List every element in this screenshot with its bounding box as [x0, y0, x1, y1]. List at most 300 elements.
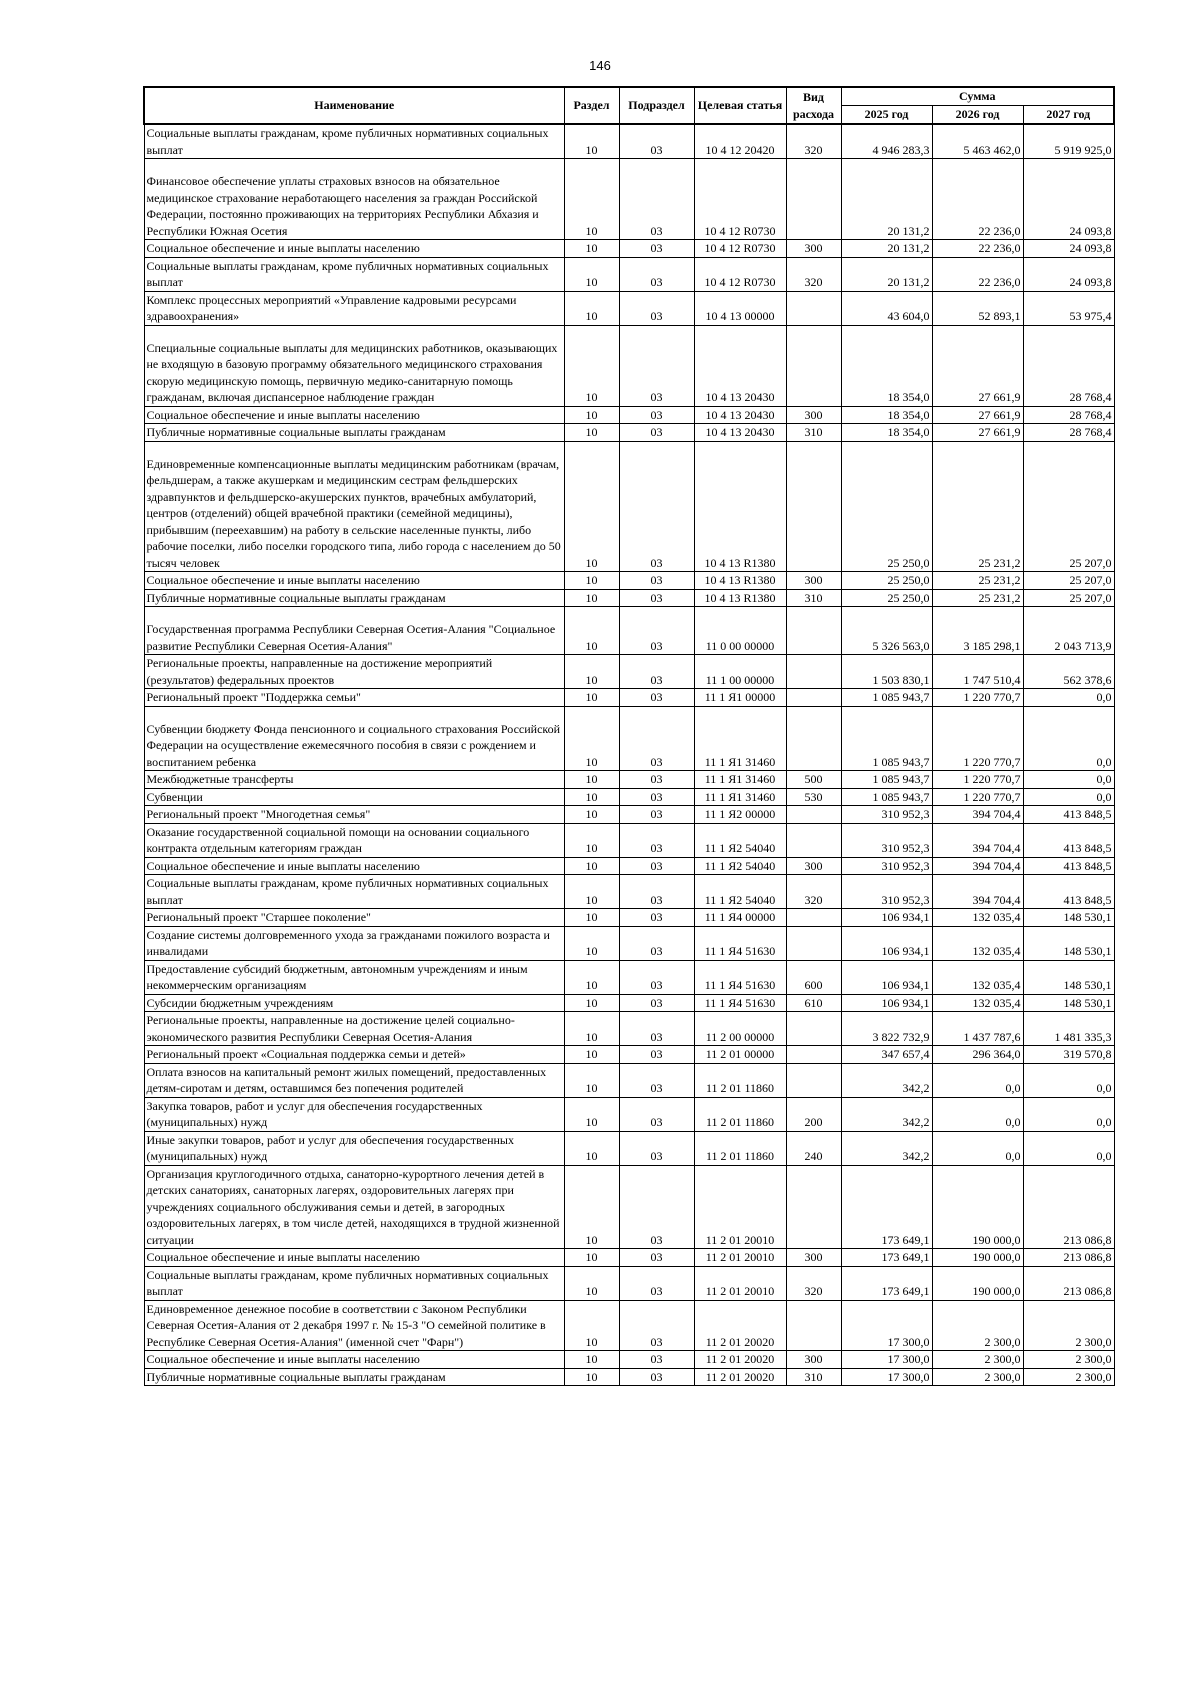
row-target-article: 11 0 00 00000	[694, 607, 786, 655]
row-sum-2026: 25 231,2	[932, 441, 1023, 572]
table-row	[144, 655, 1114, 689]
row-target-article: 10 4 13 20430	[694, 325, 786, 406]
row-sum-2026: 1 220 770,7	[932, 706, 1023, 771]
header-subsection: Подраздел	[619, 87, 694, 124]
row-section: 10	[564, 424, 619, 442]
row-subsection: 03	[619, 1097, 694, 1131]
row-sum-2025: 3 822 732,9	[841, 1012, 932, 1046]
row-expense-type: 300	[786, 572, 841, 590]
row-expense-type: 320	[786, 1266, 841, 1300]
row-name: Социальные выплаты гражданам, кроме публичных нормативных социальных выплат	[144, 1266, 564, 1300]
row-target-article: 10 4 13 R1380	[694, 589, 786, 607]
row-section: 10	[564, 1097, 619, 1131]
row-subsection: 03	[619, 875, 694, 909]
row-target-article: 11 2 01 11860	[694, 1131, 786, 1165]
row-sum-2025: 310 952,3	[841, 823, 932, 857]
row-expense-type: 200	[786, 1097, 841, 1131]
row-sum-2027: 0,0	[1023, 1063, 1114, 1097]
row-sum-2027: 25 207,0	[1023, 441, 1114, 572]
row-sum-2026: 132 035,4	[932, 926, 1023, 960]
row-name: Оказание государственной социальной помощи на основании социального контракта отдельным категориям граждан	[144, 823, 564, 857]
row-sum-2027: 148 530,1	[1023, 926, 1114, 960]
row-name: Социальные выплаты гражданам, кроме публичных нормативных социальных выплат	[144, 124, 564, 159]
row-target-article: 11 2 01 20020	[694, 1351, 786, 1369]
row-subsection: 03	[619, 1063, 694, 1097]
row-sum-2026: 1 747 510,4	[932, 655, 1023, 689]
row-sum-2026: 27 661,9	[932, 325, 1023, 406]
row-sum-2026: 296 364,0	[932, 1046, 1023, 1064]
header-expense-type: Вид расхода	[786, 87, 841, 124]
table-row	[144, 291, 1114, 325]
table-row	[144, 124, 1114, 159]
row-name: Социальное обеспечение и иные выплаты населению	[144, 572, 564, 590]
row-section: 10	[564, 960, 619, 994]
table-row	[144, 441, 1114, 572]
row-expense-type: 300	[786, 1351, 841, 1369]
row-target-article: 11 1 Я1 00000	[694, 689, 786, 707]
row-expense-type	[786, 706, 841, 771]
row-subsection: 03	[619, 926, 694, 960]
row-name: Региональный проект "Старшее поколение"	[144, 909, 564, 927]
row-sum-2027: 0,0	[1023, 1131, 1114, 1165]
row-sum-2025: 25 250,0	[841, 572, 932, 590]
row-expense-type: 300	[786, 1249, 841, 1267]
row-sum-2026: 5 463 462,0	[932, 124, 1023, 159]
row-sum-2027: 413 848,5	[1023, 806, 1114, 824]
row-sum-2026: 394 704,4	[932, 857, 1023, 875]
row-expense-type: 310	[786, 589, 841, 607]
row-subsection: 03	[619, 424, 694, 442]
row-target-article: 11 2 01 20010	[694, 1266, 786, 1300]
row-subsection: 03	[619, 1351, 694, 1369]
row-sum-2027: 2 300,0	[1023, 1368, 1114, 1386]
table-row	[144, 572, 1114, 590]
row-expense-type	[786, 1165, 841, 1249]
row-sum-2025: 1 085 943,7	[841, 771, 932, 789]
row-sum-2025: 18 354,0	[841, 424, 932, 442]
row-target-article: 11 1 Я4 00000	[694, 909, 786, 927]
table-row	[144, 1131, 1114, 1165]
row-section: 10	[564, 607, 619, 655]
row-expense-type	[786, 806, 841, 824]
table-row	[144, 1300, 1114, 1351]
row-target-article: 11 1 Я2 54040	[694, 823, 786, 857]
table-row	[144, 788, 1114, 806]
row-target-article: 11 1 Я2 54040	[694, 857, 786, 875]
table-row	[144, 159, 1114, 240]
row-target-article: 11 1 Я2 54040	[694, 875, 786, 909]
row-section: 10	[564, 655, 619, 689]
row-name: Финансовое обеспечение уплаты страховых взносов на обязательное медицинское страхование неработающего населения за граждан Российской Федерации, постоянно проживающих на территориях Республики Абхазия и Республики Южная Осетия	[144, 159, 564, 240]
row-name: Единовременное денежное пособие в соответствии с Законом Республики Северная Осетия-Алания от 2 декабря 1997 г. № 15-З "О семейной политике в Республике Северная Осетия-Алания" (именной счет "Фарн")	[144, 1300, 564, 1351]
row-sum-2027: 25 207,0	[1023, 589, 1114, 607]
row-section: 10	[564, 291, 619, 325]
row-name: Региональные проекты, направленные на достижение целей социально-экономического развития Республики Северная Осетия-Алания	[144, 1012, 564, 1046]
row-sum-2026: 27 661,9	[932, 406, 1023, 424]
row-expense-type	[786, 909, 841, 927]
table-row	[144, 823, 1114, 857]
row-subsection: 03	[619, 124, 694, 159]
row-expense-type: 300	[786, 240, 841, 258]
row-name: Региональный проект "Поддержка семьи"	[144, 689, 564, 707]
row-target-article: 11 2 01 11860	[694, 1097, 786, 1131]
row-section: 10	[564, 1300, 619, 1351]
row-sum-2026: 1 220 770,7	[932, 788, 1023, 806]
row-sum-2027: 53 975,4	[1023, 291, 1114, 325]
row-name: Создание системы долговременного ухода за гражданами пожилого возраста и инвалидами	[144, 926, 564, 960]
row-sum-2027: 28 768,4	[1023, 325, 1114, 406]
row-sum-2025: 20 131,2	[841, 257, 932, 291]
row-sum-2025: 347 657,4	[841, 1046, 932, 1064]
row-sum-2027: 213 086,8	[1023, 1249, 1114, 1267]
row-sum-2025: 1 085 943,7	[841, 689, 932, 707]
row-section: 10	[564, 1131, 619, 1165]
row-expense-type: 600	[786, 960, 841, 994]
row-target-article: 10 4 13 20430	[694, 406, 786, 424]
row-section: 10	[564, 926, 619, 960]
row-sum-2027: 24 093,8	[1023, 240, 1114, 258]
row-sum-2026: 190 000,0	[932, 1165, 1023, 1249]
row-name: Единовременные компенсационные выплаты медицинским работникам (врачам, фельдшерам, а также акушеркам и медицинским сестрам фельдшерских здравпунктов и фельдшерско-акушерских пунктов, врачебных амбулаторий, центров (отделений) общей врачебной практики (семейной медицины), прибывшим (переехавшим) на работу в сельские населенные пункты, либо рабочие поселки, либо поселки городского типа, либо города с населением до 50 тысяч человек	[144, 441, 564, 572]
row-subsection: 03	[619, 607, 694, 655]
row-expense-type: 500	[786, 771, 841, 789]
row-sum-2027: 0,0	[1023, 1097, 1114, 1131]
row-name: Субвенции бюджету Фонда пенсионного и социального страхования Российской Федерации на осуществление ежемесячного пособия в связи с рождением и воспитанием ребенка	[144, 706, 564, 771]
row-expense-type: 300	[786, 406, 841, 424]
row-expense-type	[786, 1300, 841, 1351]
row-sum-2025: 106 934,1	[841, 926, 932, 960]
row-sum-2026: 132 035,4	[932, 960, 1023, 994]
row-sum-2025: 342,2	[841, 1063, 932, 1097]
row-sum-2026: 0,0	[932, 1131, 1023, 1165]
row-sum-2026: 1 220 770,7	[932, 771, 1023, 789]
row-sum-2025: 106 934,1	[841, 994, 932, 1012]
row-name: Региональный проект «Социальная поддержка семьи и детей»	[144, 1046, 564, 1064]
row-target-article: 11 2 01 20020	[694, 1368, 786, 1386]
row-section: 10	[564, 875, 619, 909]
row-expense-type	[786, 655, 841, 689]
row-section: 10	[564, 124, 619, 159]
row-expense-type	[786, 1012, 841, 1046]
row-sum-2027: 0,0	[1023, 689, 1114, 707]
row-section: 10	[564, 1046, 619, 1064]
row-sum-2025: 5 326 563,0	[841, 607, 932, 655]
row-section: 10	[564, 159, 619, 240]
row-subsection: 03	[619, 655, 694, 689]
row-section: 10	[564, 689, 619, 707]
row-target-article: 11 1 00 00000	[694, 655, 786, 689]
row-subsection: 03	[619, 788, 694, 806]
row-target-article: 10 4 12 R0730	[694, 240, 786, 258]
row-subsection: 03	[619, 1131, 694, 1165]
row-sum-2025: 342,2	[841, 1097, 932, 1131]
row-target-article: 11 1 Я4 51630	[694, 960, 786, 994]
row-name: Субсидии бюджетным учреждениям	[144, 994, 564, 1012]
row-name: Региональный проект "Многодетная семья"	[144, 806, 564, 824]
row-section: 10	[564, 994, 619, 1012]
header-2026: 2026 год	[932, 106, 1023, 125]
row-subsection: 03	[619, 589, 694, 607]
row-sum-2027: 28 768,4	[1023, 406, 1114, 424]
table-row	[144, 1063, 1114, 1097]
row-sum-2025: 18 354,0	[841, 325, 932, 406]
row-sum-2025: 17 300,0	[841, 1351, 932, 1369]
row-name: Закупка товаров, работ и услуг для обеспечения государственных (муниципальных) нужд	[144, 1097, 564, 1131]
row-sum-2026: 190 000,0	[932, 1249, 1023, 1267]
row-name: Социальные выплаты гражданам, кроме публичных нормативных социальных выплат	[144, 257, 564, 291]
row-section: 10	[564, 1351, 619, 1369]
table-row	[144, 607, 1114, 655]
row-name: Иные закупки товаров, работ и услуг для обеспечения государственных (муниципальных) нужд	[144, 1131, 564, 1165]
row-name: Социальные выплаты гражданам, кроме публичных нормативных социальных выплат	[144, 875, 564, 909]
row-sum-2025: 1 085 943,7	[841, 788, 932, 806]
row-sum-2025: 173 649,1	[841, 1249, 932, 1267]
row-sum-2027: 213 086,8	[1023, 1165, 1114, 1249]
table-row	[144, 240, 1114, 258]
table-header	[144, 87, 1114, 124]
row-subsection: 03	[619, 857, 694, 875]
row-sum-2026: 22 236,0	[932, 257, 1023, 291]
row-sum-2026: 132 035,4	[932, 909, 1023, 927]
row-name: Оплата взносов на капитальный ремонт жилых помещений, предоставленных детям-сиротам и детям, оставшимся без попечения родителей	[144, 1063, 564, 1097]
row-name: Организация круглогодичного отдыха, санаторно-курортного лечения детей в детских санаториях, санаторных лагерях, оздоровительных лагерях при учреждениях социального обслуживания семьи и детей, в загородных оздоровительных лагерях, в том числе детей, находящихся в трудной жизненной ситуации	[144, 1165, 564, 1249]
row-expense-type: 300	[786, 857, 841, 875]
row-sum-2027: 0,0	[1023, 706, 1114, 771]
row-sum-2027: 2 300,0	[1023, 1300, 1114, 1351]
row-sum-2026: 132 035,4	[932, 994, 1023, 1012]
row-sum-2027: 148 530,1	[1023, 909, 1114, 927]
row-sum-2026: 27 661,9	[932, 424, 1023, 442]
header-section: Раздел	[564, 87, 619, 124]
header-2027: 2027 год	[1023, 106, 1114, 125]
row-section: 10	[564, 240, 619, 258]
row-expense-type: 610	[786, 994, 841, 1012]
row-name: Региональные проекты, направленные на достижение мероприятий (результатов) федеральных проектов	[144, 655, 564, 689]
row-subsection: 03	[619, 1165, 694, 1249]
row-sum-2027: 413 848,5	[1023, 875, 1114, 909]
table-row	[144, 689, 1114, 707]
row-name: Межбюджетные трансферты	[144, 771, 564, 789]
row-section: 10	[564, 572, 619, 590]
table-row	[144, 424, 1114, 442]
row-sum-2026: 1 220 770,7	[932, 689, 1023, 707]
row-sum-2025: 25 250,0	[841, 589, 932, 607]
row-sum-2025: 17 300,0	[841, 1300, 932, 1351]
row-target-article: 11 1 Я1 31460	[694, 706, 786, 771]
table-row	[144, 1046, 1114, 1064]
row-name: Социальное обеспечение и иные выплаты населению	[144, 406, 564, 424]
row-subsection: 03	[619, 257, 694, 291]
row-sum-2026: 2 300,0	[932, 1368, 1023, 1386]
table-row	[144, 589, 1114, 607]
row-subsection: 03	[619, 706, 694, 771]
row-expense-type	[786, 1063, 841, 1097]
row-name: Предоставление субсидий бюджетным, автономным учреждениям и иным некоммерческим организациям	[144, 960, 564, 994]
row-section: 10	[564, 823, 619, 857]
table-row	[144, 960, 1114, 994]
table-row	[144, 257, 1114, 291]
row-expense-type: 320	[786, 257, 841, 291]
row-subsection: 03	[619, 240, 694, 258]
row-subsection: 03	[619, 960, 694, 994]
row-sum-2027: 413 848,5	[1023, 857, 1114, 875]
header-target-article: Целевая статья	[694, 87, 786, 124]
row-sum-2027: 2 300,0	[1023, 1351, 1114, 1369]
row-target-article: 11 2 01 20010	[694, 1249, 786, 1267]
row-sum-2027: 148 530,1	[1023, 960, 1114, 994]
row-expense-type: 320	[786, 124, 841, 159]
table-row	[144, 994, 1114, 1012]
row-section: 10	[564, 806, 619, 824]
row-target-article: 10 4 12 R0730	[694, 257, 786, 291]
row-sum-2027: 319 570,8	[1023, 1046, 1114, 1064]
row-sum-2026: 3 185 298,1	[932, 607, 1023, 655]
row-subsection: 03	[619, 1266, 694, 1300]
row-section: 10	[564, 406, 619, 424]
table-row	[144, 771, 1114, 789]
row-expense-type: 320	[786, 875, 841, 909]
table-row	[144, 1165, 1114, 1249]
table-row	[144, 857, 1114, 875]
row-sum-2025: 106 934,1	[841, 909, 932, 927]
table-row	[144, 1012, 1114, 1046]
row-sum-2026: 22 236,0	[932, 240, 1023, 258]
row-sum-2025: 1 085 943,7	[841, 706, 932, 771]
row-sum-2026: 394 704,4	[932, 875, 1023, 909]
row-section: 10	[564, 771, 619, 789]
row-target-article: 10 4 13 20430	[694, 424, 786, 442]
row-target-article: 10 4 12 20420	[694, 124, 786, 159]
row-target-article: 10 4 12 R0730	[694, 159, 786, 240]
table-row	[144, 1351, 1114, 1369]
row-sum-2025: 310 952,3	[841, 857, 932, 875]
row-sum-2026: 52 893,1	[932, 291, 1023, 325]
row-target-article: 11 2 01 20010	[694, 1165, 786, 1249]
budget-table	[143, 86, 1115, 1386]
table-row	[144, 406, 1114, 424]
row-target-article: 11 1 Я4 51630	[694, 926, 786, 960]
row-subsection: 03	[619, 1249, 694, 1267]
row-name: Субвенции	[144, 788, 564, 806]
row-sum-2027: 1 481 335,3	[1023, 1012, 1114, 1046]
row-name: Публичные нормативные социальные выплаты гражданам	[144, 1368, 564, 1386]
row-section: 10	[564, 325, 619, 406]
row-expense-type	[786, 441, 841, 572]
row-subsection: 03	[619, 406, 694, 424]
row-sum-2027: 0,0	[1023, 788, 1114, 806]
row-sum-2027: 562 378,6	[1023, 655, 1114, 689]
row-subsection: 03	[619, 441, 694, 572]
row-subsection: 03	[619, 771, 694, 789]
row-expense-type	[786, 926, 841, 960]
row-sum-2026: 394 704,4	[932, 823, 1023, 857]
row-sum-2025: 106 934,1	[841, 960, 932, 994]
row-sum-2026: 22 236,0	[932, 159, 1023, 240]
row-expense-type: 530	[786, 788, 841, 806]
row-sum-2025: 4 946 283,3	[841, 124, 932, 159]
row-section: 10	[564, 1165, 619, 1249]
row-target-article: 11 1 Я1 31460	[694, 788, 786, 806]
row-expense-type	[786, 607, 841, 655]
row-section: 10	[564, 1266, 619, 1300]
row-expense-type	[786, 159, 841, 240]
row-sum-2027: 413 848,5	[1023, 823, 1114, 857]
row-sum-2025: 173 649,1	[841, 1165, 932, 1249]
row-section: 10	[564, 857, 619, 875]
row-target-article: 10 4 13 R1380	[694, 441, 786, 572]
row-subsection: 03	[619, 806, 694, 824]
row-expense-type: 310	[786, 424, 841, 442]
row-subsection: 03	[619, 1012, 694, 1046]
row-name: Специальные социальные выплаты для медицинских работников, оказывающих не входящую в базовую программу обязательного медицинского страхования скорую медицинскую помощь, первичную медико-санитарную помощь гражданам, включая диспансерное наблюдение граждан	[144, 325, 564, 406]
row-sum-2027: 2 043 713,9	[1023, 607, 1114, 655]
row-sum-2025: 17 300,0	[841, 1368, 932, 1386]
row-target-article: 11 1 Я1 31460	[694, 771, 786, 789]
row-section: 10	[564, 1063, 619, 1097]
row-expense-type	[786, 291, 841, 325]
row-section: 10	[564, 441, 619, 572]
row-sum-2025: 342,2	[841, 1131, 932, 1165]
table-row	[144, 325, 1114, 406]
row-sum-2025: 310 952,3	[841, 806, 932, 824]
row-sum-2027: 5 919 925,0	[1023, 124, 1114, 159]
row-section: 10	[564, 706, 619, 771]
row-expense-type	[786, 325, 841, 406]
row-subsection: 03	[619, 909, 694, 927]
row-sum-2027: 24 093,8	[1023, 159, 1114, 240]
row-sum-2026: 25 231,2	[932, 572, 1023, 590]
row-target-article: 11 2 01 00000	[694, 1046, 786, 1064]
row-target-article: 11 2 00 00000	[694, 1012, 786, 1046]
table-row	[144, 1097, 1114, 1131]
table-row	[144, 926, 1114, 960]
row-target-article: 10 4 13 00000	[694, 291, 786, 325]
row-sum-2025: 20 131,2	[841, 159, 932, 240]
row-sum-2025: 25 250,0	[841, 441, 932, 572]
table-row	[144, 806, 1114, 824]
table-row	[144, 1368, 1114, 1386]
row-expense-type: 310	[786, 1368, 841, 1386]
row-sum-2026: 2 300,0	[932, 1351, 1023, 1369]
row-sum-2026: 1 437 787,6	[932, 1012, 1023, 1046]
row-sum-2026: 190 000,0	[932, 1266, 1023, 1300]
row-sum-2027: 148 530,1	[1023, 994, 1114, 1012]
row-sum-2026: 394 704,4	[932, 806, 1023, 824]
row-expense-type	[786, 689, 841, 707]
row-subsection: 03	[619, 1046, 694, 1064]
row-name: Социальное обеспечение и иные выплаты населению	[144, 1249, 564, 1267]
row-sum-2027: 213 086,8	[1023, 1266, 1114, 1300]
row-sum-2027: 25 207,0	[1023, 572, 1114, 590]
row-sum-2026: 25 231,2	[932, 589, 1023, 607]
row-expense-type: 240	[786, 1131, 841, 1165]
row-section: 10	[564, 589, 619, 607]
row-sum-2025: 173 649,1	[841, 1266, 932, 1300]
row-target-article: 11 1 Я2 00000	[694, 806, 786, 824]
row-expense-type	[786, 823, 841, 857]
row-expense-type	[786, 1046, 841, 1064]
row-sum-2027: 28 768,4	[1023, 424, 1114, 442]
row-sum-2025: 20 131,2	[841, 240, 932, 258]
row-subsection: 03	[619, 823, 694, 857]
row-section: 10	[564, 788, 619, 806]
row-sum-2027: 0,0	[1023, 771, 1114, 789]
row-sum-2025: 310 952,3	[841, 875, 932, 909]
row-name: Государственная программа Республики Северная Осетия-Алания "Социальное развитие Республики Северная Осетия-Алания"	[144, 607, 564, 655]
row-subsection: 03	[619, 689, 694, 707]
row-section: 10	[564, 257, 619, 291]
row-subsection: 03	[619, 325, 694, 406]
